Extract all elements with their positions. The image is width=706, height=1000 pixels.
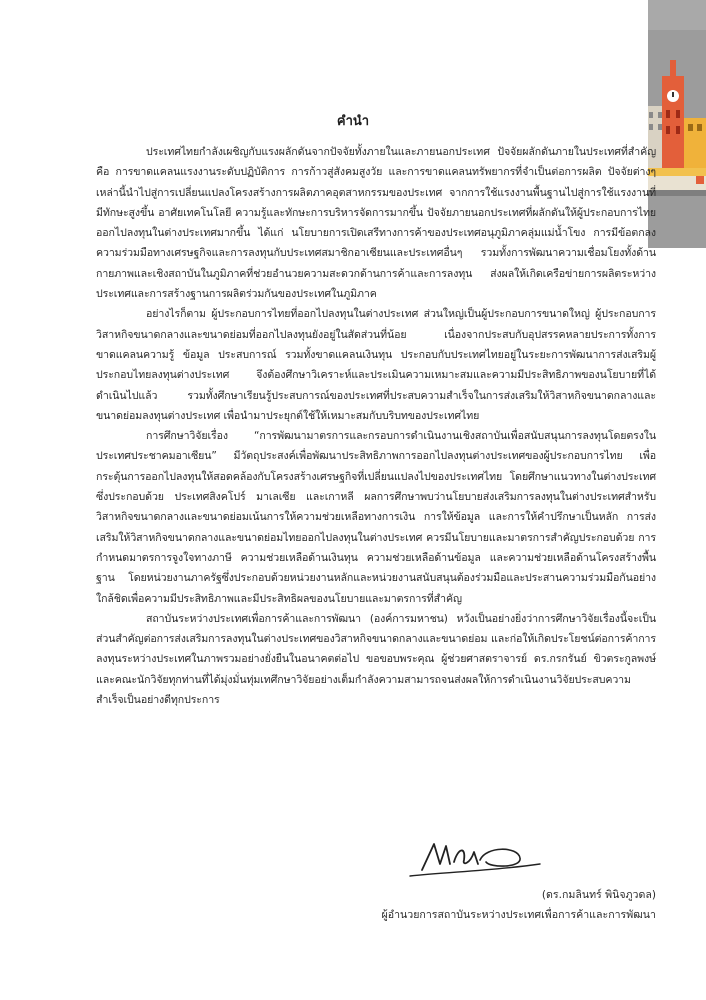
paragraph: อย่างไรก็ตาม ผู้ประกอบการไทยที่ออกไปลงทุนในต่างประเทศ ส่วนใหญ่เป็นผู้ประกอบการขนาดใหญ่ ผู้ประกอบการวิสาหกิจขนาดกลางและขนาดย่อมที่ออกไปลงทุนยังอยู่ในสัดส่วนที่น้อย เนื่องจากประสบกับอุปสรรคหลายประการทั้งการขาดแคลนความรู้ ข้อมูล ประสบการณ์ รวมทั้งขาดแคลนเงินทุน ประกอบกับประเทศไทยอยู่ในระยะการพัฒนาการส่งเสริมผู้ประกอบไทยลงทุนต่างประเทศ จึงต้องศึกษาวิเคราะห์และประเมินความเหมาะสมและความมีประสิทธิภาพของนโยบายที่ได้ดำเนินไปแล้ว รวมทั้งศึกษาเรียนรู้ประสบการณ์ของประเทศที่ประสบความสำเร็จในการส่งเสริมให้วิสาหกิจขนาดกลางและขนาดย่อมลงทุนต่างประเทศ เพื่อนำมาประยุกต์ใช้ให้เหมาะสมกับบริบทของประเทศไทย	[96, 308, 656, 422]
paragraph: การศึกษาวิจัยเรื่อง “การพัฒนามาตรการและกรอบการดำเนินงานเชิงสถาบันเพื่อสนับสนุนการลงทุนโดยตรงในประเทศประชาคมอาเซียน” มีวัตถุประสงค์เพื่อพัฒนาประสิทธิภาพการออกไปลงทุนต่างประเทศของผู้ประกอบการไทย เพื่อกระตุ้นการออกไปลงทุนให้สอดคล้องกับโครงสร้างเศรษฐกิจที่เปลี่ยนแปลงไปของประเทศไทย โดยศึกษาแนวทางในต่างประเทศ ซึ่งประกอบด้วย ประเทศสิงคโปร์ มาเลเซีย และเกาหลี ผลการศึกษาพบว่านโยบายส่งเสริมการลงทุนในต่างประเทศสำหรับวิสาหกิจขนาดกลางและขนาดย่อมเน้นการให้ความช่วยเหลือทางการเงิน การให้ข้อมูล และการให้คำปรึกษาเป็นหลัก การส่งเสริมให้วิสาหกิจขนาดกลางและขนาดย่อมไทยออกไปลงทุนในต่างประเทศ ควรมีนโยบายและมาตรการสำคัญประกอบด้วย การกำหนดมาตรการจูงใจทางภาษี ความช่วยเหลือด้านเงินทุน ความช่วยเหลือด้านข้อมูล และความช่วยเหลือด้านโครงสร้างพื้นฐาน โดยหน่วยงานภาครัฐซึ่งประกอบด้วยหน่วยงานหลักและหน่วยงานสนับสนุนต้องร่วมมือและประสานความร่วมมือกันอย่างใกล้ชิดเพื่อความมีประสิทธิภาพและมีประสิทธิผลของนโยบายและมาตรการที่สำคัญ	[96, 430, 656, 605]
handwritten-signature	[400, 834, 550, 882]
page-title: คำนำ	[336, 114, 370, 129]
paragraph: ประเทศไทยกำลังเผชิญกับแรงผลักดันจากปัจจัยทั้งภายในและภายนอกประเทศ ปัจจัยผลักดันภายในประเทศที่สำคัญ คือ การขาดแคลนแรงงานระดับปฏิบัติการ การก้าวสู่สังคมสูงวัย และการขาดแคลนทรัพยากรที่จำเป็นต่อการผลิต ปัจจัยต่างๆ เหล่านี้นำไปสู่การเปลี่ยนแปลงโครงสร้างการผลิตภาคอุตสาหกรรมของประเทศ จากการใช้แรงงานพื้นฐานไปสู่การใช้แรงงานที่มีทักษะสูงขึ้น อาศัยเทคโนโลยี ความรู้และทักษะการบริหารจัดการมากขึ้น ปัจจัยภายนอกประเทศที่ผลักดันให้ผู้ประกอบการไทยออกไปลงทุนในต่างประเทศมากขึ้น ได้แก่ นโยบายการเปิดเสรีทางการค้าของประเทศอนุภูมิภาคลุ่มแม่น้ำโขง การมีข้อตกลงความร่วมมือทางเศรษฐกิจและการลงทุนกับประเทศสมาชิกอาเซียนและประเทศอื่นๆ รวมทั้งการพัฒนาความเชื่อมโยงทั้งด้านกายภาพและเชิงสถาบันในภูมิภาคที่ช่วยอำนวยความสะดวกด้านการค้าและการลงทุน ส่งผลให้เกิดเครือข่ายการผลิตระหว่างประเทศและการสร้างฐานการผลิตร่วมกันของประเทศในภูมิภาค	[96, 146, 656, 301]
paragraph: สถาบันระหว่างประเทศเพื่อการค้าและการพัฒนา (องค์การมหาชน) หวังเป็นอย่างยิ่งว่าการศึกษาวิจัยเรื่องนี้จะเป็นส่วนสำคัญต่อการส่งเสริมการลงทุนในต่างประเทศของวิสาหกิจขนาดกลางและขนาดย่อม และก่อให้เกิดประโยชน์ต่อการค้าการลงทุนระหว่างประเทศในภาพรวมอย่างยั่งยืนในอนาคตต่อไป ขอขอบพระคุณ ผู้ช่วยศาสตราจารย์ ดร.กรกรันย์ ขิวตระกูลพงษ์ และคณะนักวิจัยทุกท่านที่ได้มุ่งมั่นทุ่มเทศึกษาวิจัยอย่างเต็มกำลังความสามารถจนส่งผลให้การดำเนินงานวิจัยประสบความสำเร็จเป็นอย่างดีทุกประการ	[96, 612, 656, 707]
signatory-role: ผู้อำนวยการสถาบันระหว่างประเทศเพื่อการค้าและการพัฒนา	[381, 909, 656, 921]
foreword-body	[96, 142, 656, 710]
signatory-name: (ดร.กมลินทร์ พินิจภูวดล)	[541, 889, 656, 901]
